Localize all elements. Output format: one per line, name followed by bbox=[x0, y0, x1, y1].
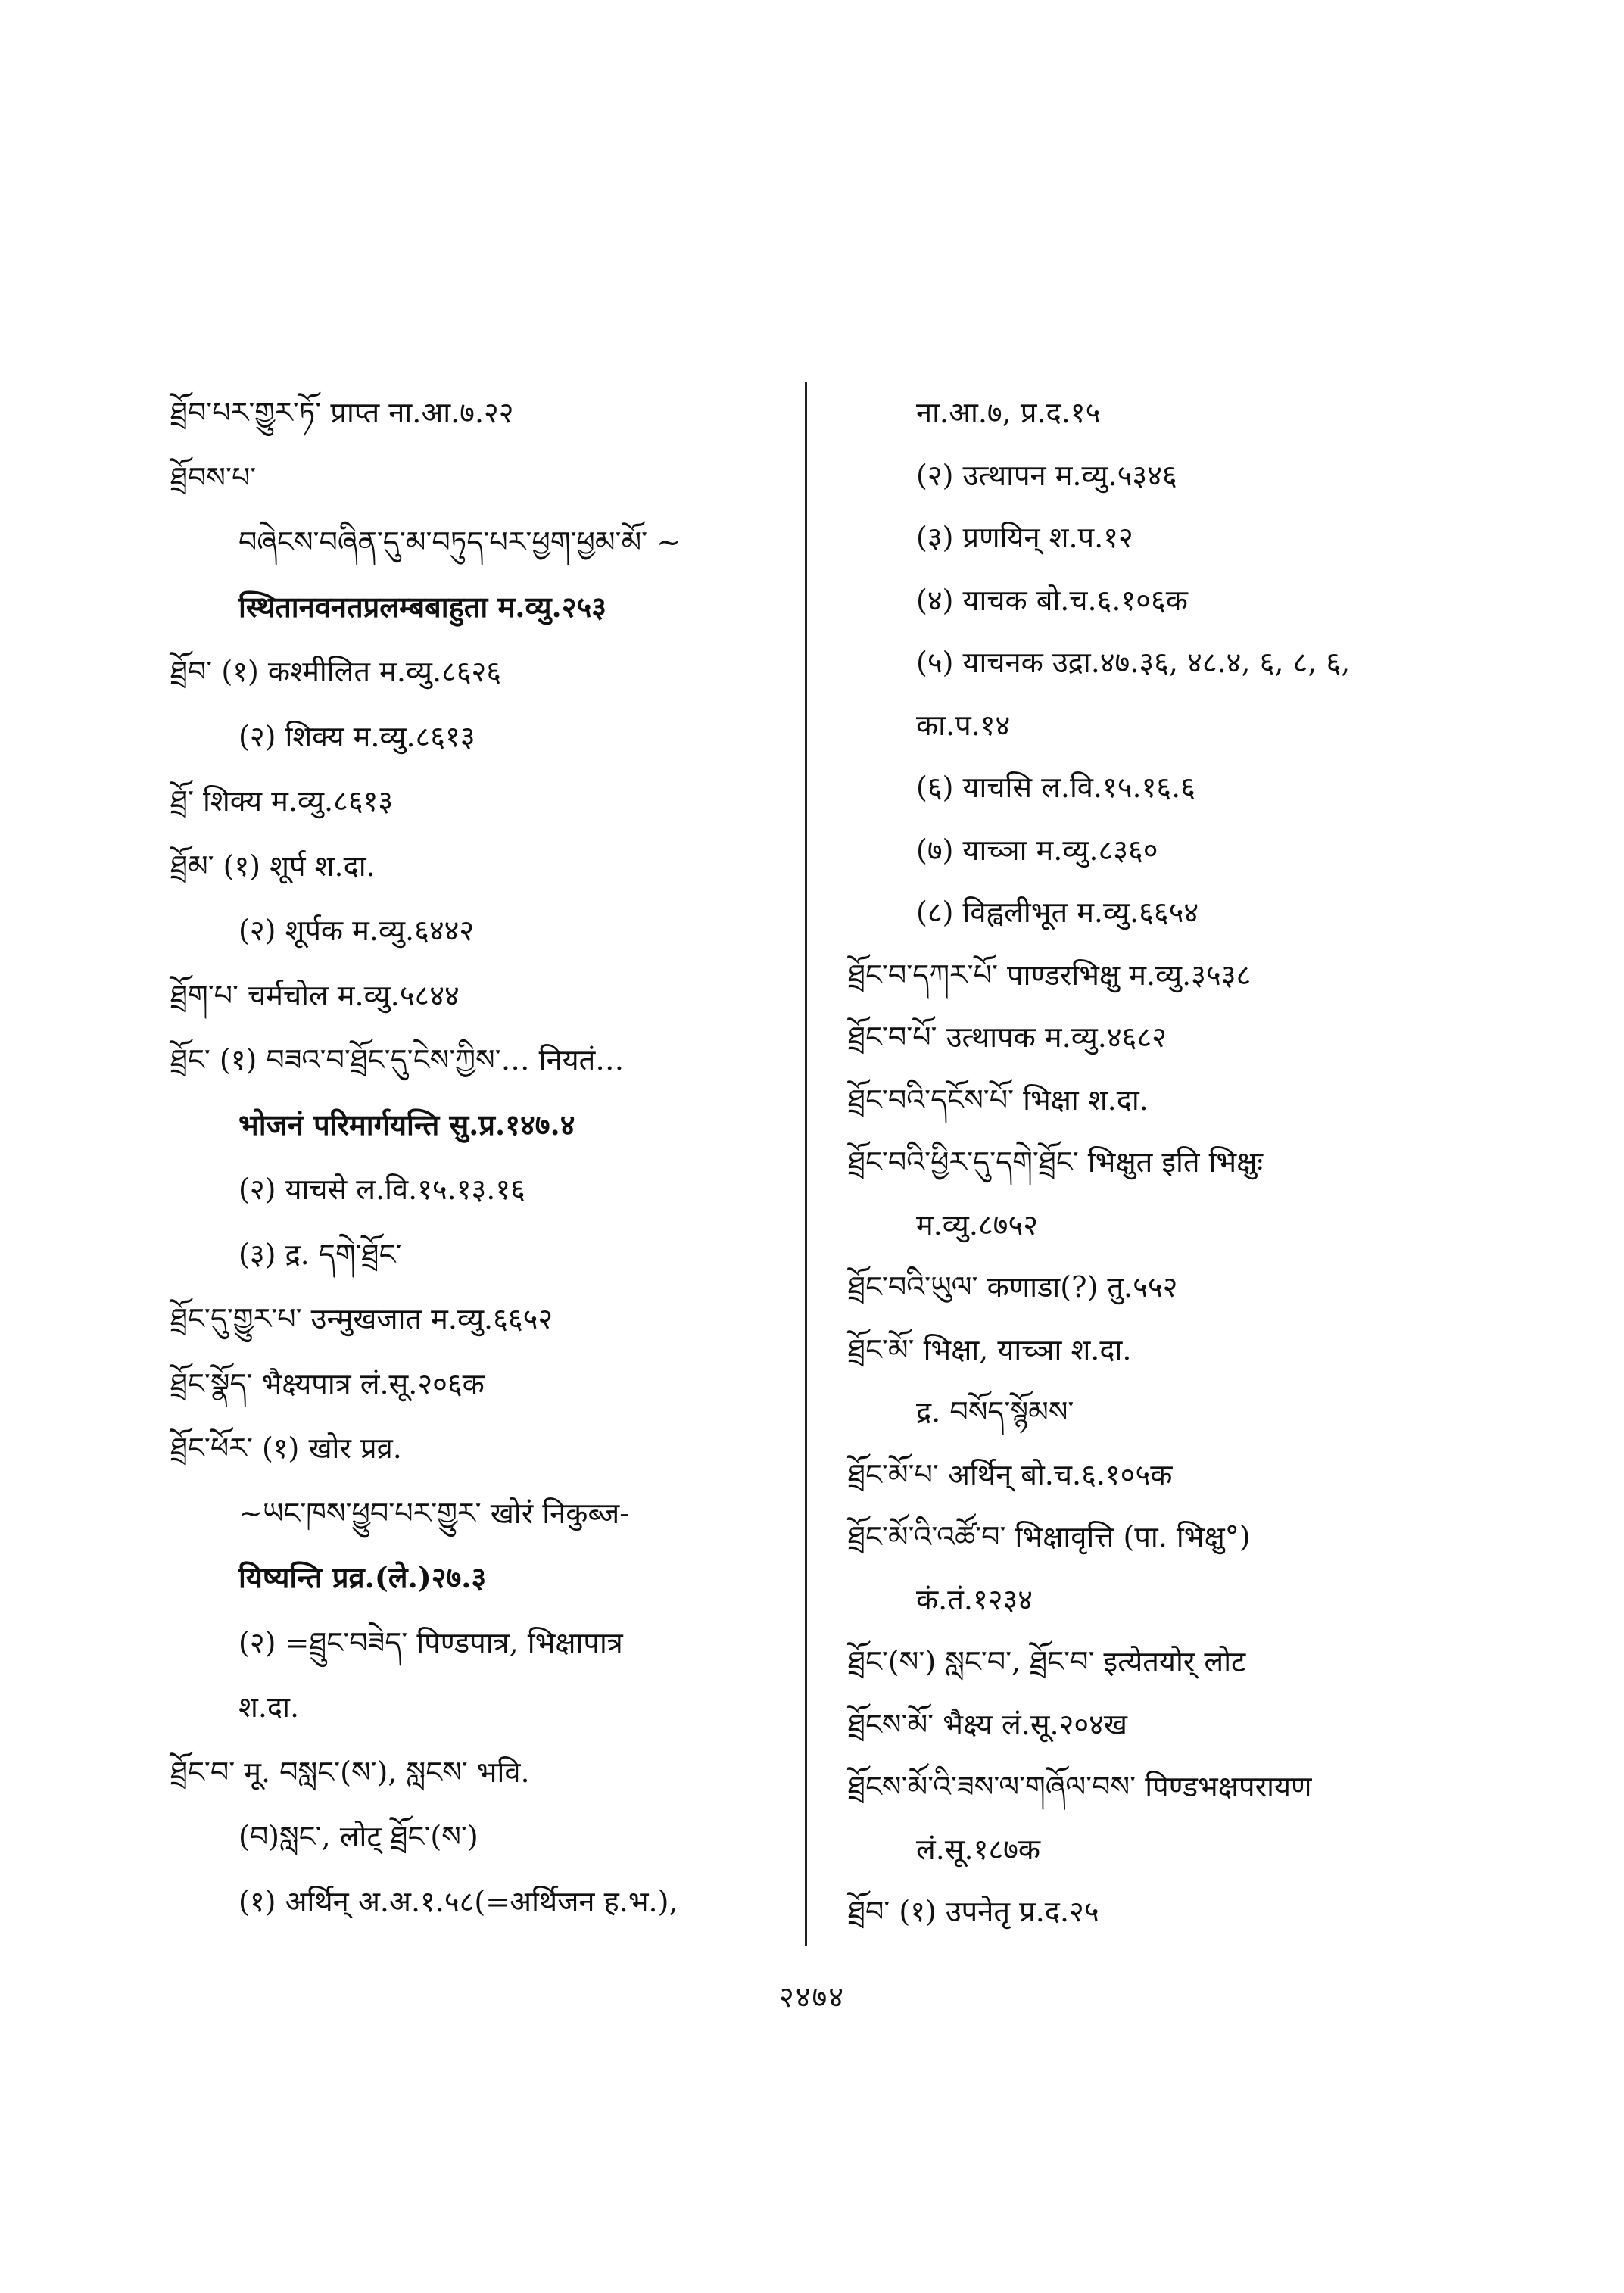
entry-line: ཐྲོང་བའི་དངོས་པོ་ भिक्षा श.दा. bbox=[848, 1083, 1149, 1117]
entry-line: ~ཡང་ཁས་ཕྱུབ་པར་གྱུར་ खोरं निकुब्ज- bbox=[238, 1496, 630, 1530]
entry-line: ཐྲོབ་ (१) कश्मीलित म.व्यु.८६२६ bbox=[170, 655, 502, 688]
entry-line: (२) शिक्य म.व्यु.८६१३ bbox=[238, 719, 475, 753]
entry-line: ཐྲོང་མོ་ भिक्षा, याच्ञा श.दा. bbox=[848, 1332, 1132, 1366]
entry-line: ཐྲོང་བའི་ཡུལ་ कणाडा(?) तु.५५२ bbox=[848, 1270, 1178, 1304]
entry-line: म.व्यु.८७५२ bbox=[916, 1207, 1038, 1242]
entry-line: ཐྲོང་ (१) བཟའ་བ་ཐྲོང་དུ་ངེས་ཀྱིས་… नियतं… bbox=[170, 1043, 625, 1076]
entry-line: ཐྲོང་(ས་) སླང་བ་, ཐྲོང་བ་ इत्येतयोर् लोट bbox=[848, 1645, 1246, 1678]
entry-line: (བ)སླང་, लोट् ཐྲོང་(ས་) bbox=[238, 1820, 478, 1853]
page-number: २४७४ bbox=[778, 1980, 846, 2014]
entry-line: ཐྲོ་ शिक्य म.व्यु.८६१३ bbox=[170, 784, 394, 818]
entry-line: (२) याचसे ल.वि.१५.१३.१६ bbox=[238, 1173, 525, 1206]
entry-line: स्थितानवनतप्रलम्बबाहुता म.व्यु.२५३ bbox=[238, 589, 606, 624]
entry-line: श.दा. bbox=[238, 1690, 300, 1724]
entry-line: कं.तं.१२३४ bbox=[916, 1582, 1033, 1616]
entry-line: ཐྲོབ་པར་གྱུར་ཏོ་ प्राप्त ना.आ.७.२२ bbox=[170, 396, 514, 429]
entry-line: (५) याचनक उद्रा.४७.३६, ४८.४, ६, ८, ६, bbox=[916, 646, 1351, 679]
entry-line: ཐྲོང་མོ་འི་འཚོ་བ་ भिक्षावृत्ति (पा. भिक्षु°) bbox=[848, 1520, 1251, 1553]
entry-line: ཐྲོང་བའི་ཕྱིར་དུ་དགེ་ཐྲོང་ भिक्षुत इति भिक्षुः bbox=[848, 1145, 1264, 1179]
entry-line: (३) द्र. དགེ་ཐྲོང་ bbox=[238, 1237, 402, 1271]
entry-line: ཐྲོབས་པ་ bbox=[170, 460, 257, 494]
column-divider bbox=[805, 382, 807, 1946]
entry-line: ཐྲོང་མོ་པ་ अर्थिन् बो.च.६.१०५क bbox=[848, 1457, 1173, 1491]
entry-line: ཐྲོང་སྣོད་ भैक्ष्यपात्र लं.सू.२०६क bbox=[170, 1366, 485, 1400]
entry-line: द्र. བསོད་སྙོམས་ bbox=[916, 1395, 1074, 1428]
entry-line: ཐྲོངས་མོ་འི་ཟས་ལ་གཞོལ་བས་ पिण्डभक्षपरायण bbox=[848, 1770, 1312, 1803]
entry-line: (२) =ཐྲུང་བཟེད་ पिण्डपात्र, भिक्षापात्र bbox=[238, 1625, 623, 1659]
entry-line: ཐྲོམ་ (१) शूर्प श.दा. bbox=[170, 849, 376, 883]
entry-line: ना.आ.७, प्र.द.१५ bbox=[916, 396, 1101, 429]
entry-line: (२) शूर्पक म.व्यु.६४४२ bbox=[238, 914, 475, 947]
entry-line: ཐྲོག་པ་ चर्मचोल म.व्यु.५८४४ bbox=[170, 978, 460, 1012]
entry-line: (७) याच्ञा म.व्यु.८३६० bbox=[916, 833, 1158, 867]
entry-line: भोजनं परिमार्गयन्ति सु.प्र.१४७.४ bbox=[238, 1107, 575, 1142]
entry-line: (३) प्रणयिन् श.प.१२ bbox=[916, 521, 1133, 554]
entry-line: (८) विह्वलीभूत म.व्यु.६६५४ bbox=[916, 896, 1199, 929]
entry-line: ཐྲོང་དུ་གྱུར་པ་ उन्मुखजात म.व्यु.६६५२ bbox=[170, 1302, 553, 1335]
entry-line: ཐྲོང་ཕོར་ (१) खोर प्रव्र. bbox=[170, 1432, 402, 1465]
entry-line: (२) उत्थापन म.व्यु.५३४६ bbox=[916, 458, 1177, 492]
entry-line: ཐྲོང་བ་དཀར་པོ་ पाण्डरभिक्षु म.व्यु.३५३८ bbox=[848, 958, 1252, 992]
entry-line: (४) याचक बो.च.६.१०६क bbox=[916, 583, 1188, 617]
entry-line: ཐྲོང་བ་པོ་ उत्थापक म.व्यु.४६८२ bbox=[848, 1020, 1167, 1054]
entry-line: ཐྲོངས་མོ་ भैक्ष्य लं.सू.२०४ख bbox=[848, 1707, 1127, 1741]
entry-line: यिष्यन्ति प्रव्र.(ले.)२७.३ bbox=[238, 1560, 487, 1594]
entry-line: का.प.१४ bbox=[916, 708, 1011, 742]
entry-line: लं.सू.१८७क bbox=[916, 1832, 1041, 1866]
entry-line: ཐྲོབ་ (१) उपनेतृ प्र.द.२५ bbox=[848, 1895, 1099, 1928]
entry-line: (१) अर्थिन् अ.अ.१.५८(=अर्थिजन ह.भ.), bbox=[238, 1884, 678, 1918]
entry-line: བཞེངས་བཞིན་དུ་མ་བཏུད་པར་ཕྱག་ཕྱམ་མོ་ ~ bbox=[238, 525, 681, 559]
entry-line: ཐྲོང་བ་ मू. བསླང་(ས་), སླངས་ भवि. bbox=[170, 1755, 530, 1789]
entry-line: (६) याचसि ल.वि.१५.१६.६ bbox=[916, 771, 1195, 804]
